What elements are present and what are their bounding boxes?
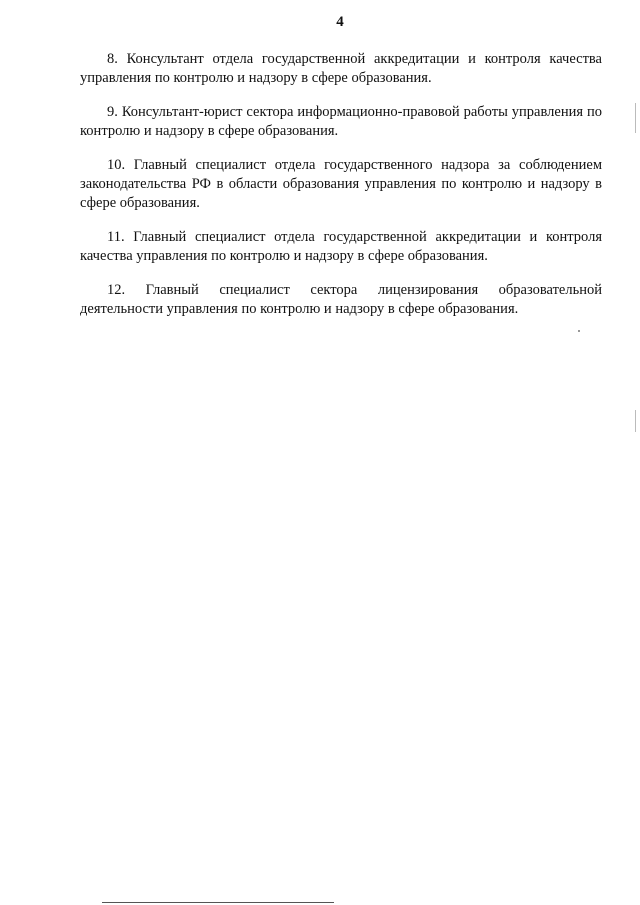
list-item: 10. Главный специалист отдела государственного надзора за соблюдением законодательства РФ в области образования управления по контролю и надзору в сфере образования.	[80, 157, 602, 211]
list-item: 12. Главный специалист сектора лицензирования образовательной деятельности управления по контролю и надзору в сфере образования.	[80, 282, 602, 317]
list-item: 9. Консультант-юрист сектора информационно-правовой работы управления по контролю и надзору в сфере образования.	[80, 104, 602, 139]
bottom-rule	[102, 902, 334, 903]
scan-speck	[578, 330, 580, 332]
page-number: 4	[336, 14, 344, 30]
scan-edge-mark	[635, 410, 636, 432]
list-item: 11. Главный специалист отдела государственной аккредитации и контроля качества управления по контролю и надзору в сфере образования.	[80, 229, 602, 264]
list-item: 8. Консультант отдела государственной аккредитации и контроля качества управления по контролю и надзору в сфере образования.	[80, 51, 602, 86]
scan-edge-mark	[635, 103, 636, 133]
document-body	[80, 50, 602, 334]
